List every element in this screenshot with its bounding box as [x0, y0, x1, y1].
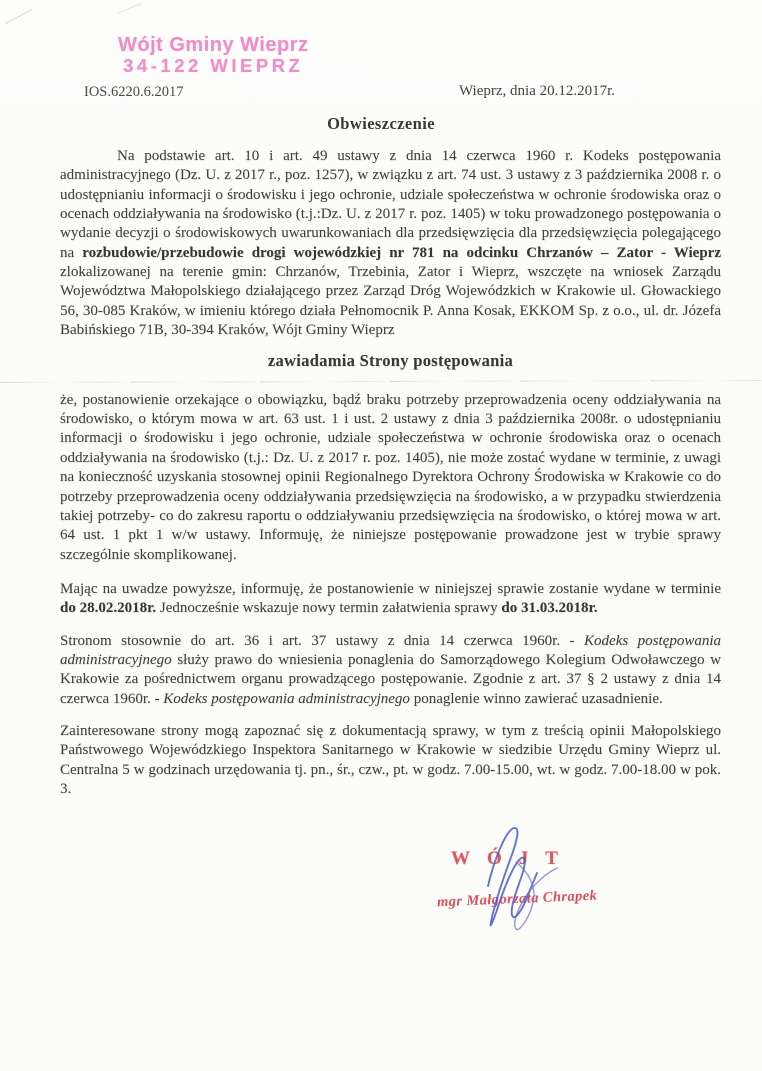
text-segment-normal: Mając na uwadze powyższe, informuję, że postanowienie w niniejszej sprawie zostanie wydane w terminie	[60, 580, 721, 597]
text-segment-normal: ponaglenie winno zawierać uzasadnienie.	[409, 690, 663, 707]
place-and-date: Wieprz, dnia 20.12.2017r.	[459, 83, 616, 99]
text-segment-bold: do 28.02.2018r.	[60, 600, 157, 617]
signer-name: mgr Małgorzata Chrapek	[436, 887, 598, 911]
scan-fold-artifact	[117, 3, 141, 14]
reference-number: IOS.6220.6.2017	[84, 84, 184, 100]
document-body	[60, 147, 721, 799]
paragraph-appeal-rights	[60, 632, 721, 709]
document-title: Obwieszczenie	[327, 114, 435, 133]
office-ink-stamp	[118, 34, 309, 77]
text-segment-normal: służy prawo do wniesienia ponaglenia do Samorządowego Kolegium Odwoławczego w Krakowie za pośrednictwem organu prowadzącego postępowanie. Zgodnie z art. 37 § 2 ustawy z dnia 14 czerwca 1960r. -	[60, 651, 721, 707]
stamp-postal-code: 34-122 WIEPRZ	[123, 55, 304, 77]
text-segment-normal: zlokalizowanej na terenie gmin: Chrzanów, Trzebinia, Zator i Wieprz, wszczęte na wniosek Zarządu Województwa Małopolskiego działającego przez Zarząd Dróg Wojewódzkich w Krakowie ul. Głowackiego 56, 30-085 Kraków, w imieniu którego działa Pełnomocnik P. Anna Kosak, EKKOM Sp. z o.o., ul. dr. Józefa Babińskiego 71B, 30-394 Kraków, Wójt Gminy Wieprz	[60, 264, 721, 339]
text-segment-normal: Stronom stosownie do art. 36 i art. 37 ustawy z dnia 14 czerwca 1960r. -	[60, 632, 585, 649]
paragraph-ruling	[60, 391, 721, 565]
signature-stamp-title: WÓJT	[451, 848, 575, 869]
paragraph-legal-basis	[60, 147, 721, 340]
paragraph-inspection-info	[60, 722, 721, 799]
scan-fold-artifact	[6, 9, 33, 24]
text-segment-italic: Kodeks postępowania administracyjnego	[163, 690, 410, 707]
text-segment-normal: Na podstawie art. 10 i art. 49 ustawy z dnia 14 czerwca 1960 r. Kodeks postępowania administracyjnego (Dz. U. z 2017 r., poz. 1257), w związku z art. 74 ust. 3 ustawy z 3 października 2008 r. o udostępnianiu informacji o środowisku i jego ochronie, udziale społeczeństwa w ochronie środowiska oraz o ocenach oddziaływania na środowisko (t.j.:Dz. U. z 2017 r. poz. 1405) w toku prowadzonego postępowania o wydanie decyzji o środowiskowych uwarunkowaniach dla przedsięwzięcia dla przedsięwzięcia polegającego na	[60, 148, 721, 261]
text-segment-bold: do 31.03.2018r.	[501, 600, 598, 617]
notice-heading: zawiadamia Strony postępowania	[267, 351, 514, 371]
signature-stroke-tail	[515, 862, 557, 929]
handwritten-signature-ink	[458, 822, 568, 940]
paragraph-deadline	[60, 580, 721, 619]
stamp-office-name: Wójt Gminy Wieprz	[118, 34, 309, 56]
text-segment-normal: że, postanowienie orzekające o obowiązku, bądź braku potrzeby przeprowadzenia oceny oddziaływania na środowisko, o którym mowa w art. 63 ust. 1 i ust. 2 ustawy z dnia 3 października 2008r. o udostępnianiu informacji o środowisku i jego ochronie, udziale społeczeństwa w ochronie środowiska oraz o ocenach oddziaływania na środowisko (t.j.: Dz. U. z 2017 r. poz. 1405), nie może zostać wydane w terminie, z uwagi na konieczność uzyskania stosownej opinii Regionalnego Dyrektora Ochrony Środowiska w Krakowie co do potrzeby przeprowadzenia oceny oddziaływania przedsięwzięcia na środowisko, a w przypadku stwierdzenia takiej potrzeby- co do zakresu raportu o oddziaływaniu przedsięwzięcia na środowisko, o której mowa w art. 64 ust. 1 pkt 1 w/w ustawy. Informuję, że niniejsze postępowanie prowadzone jest w trybie sprawy szczególnie skomplikowanej.	[60, 391, 721, 563]
text-segment-normal: Jednocześnie wskazuje nowy termin załatwienia sprawy	[156, 600, 502, 617]
text-segment-bold: rozbudowie/przebudowie drogi wojewódzkiej nr 781 na odcinku Chrzanów – Zator - Wieprz	[82, 244, 721, 261]
text-segment-italic: Kodeks postępowania administracyjnego	[60, 632, 721, 668]
text-segment-normal: Zainteresowane strony mogą zapoznać się z dokumentacją sprawy, w tym z treścią opinii Małopolskiego Państwowego Wojewódzkiego Inspektora Sanitarnego w Krakowie w siedzibie Urzędu Gminy Wieprz ul. Centralna 5 w godzinach urzędowania tj. pn., śr., czw., pt. w godz. 7.00-15.00, wt. w godz. 7.00-18.00 w pok. 3.	[60, 722, 721, 797]
